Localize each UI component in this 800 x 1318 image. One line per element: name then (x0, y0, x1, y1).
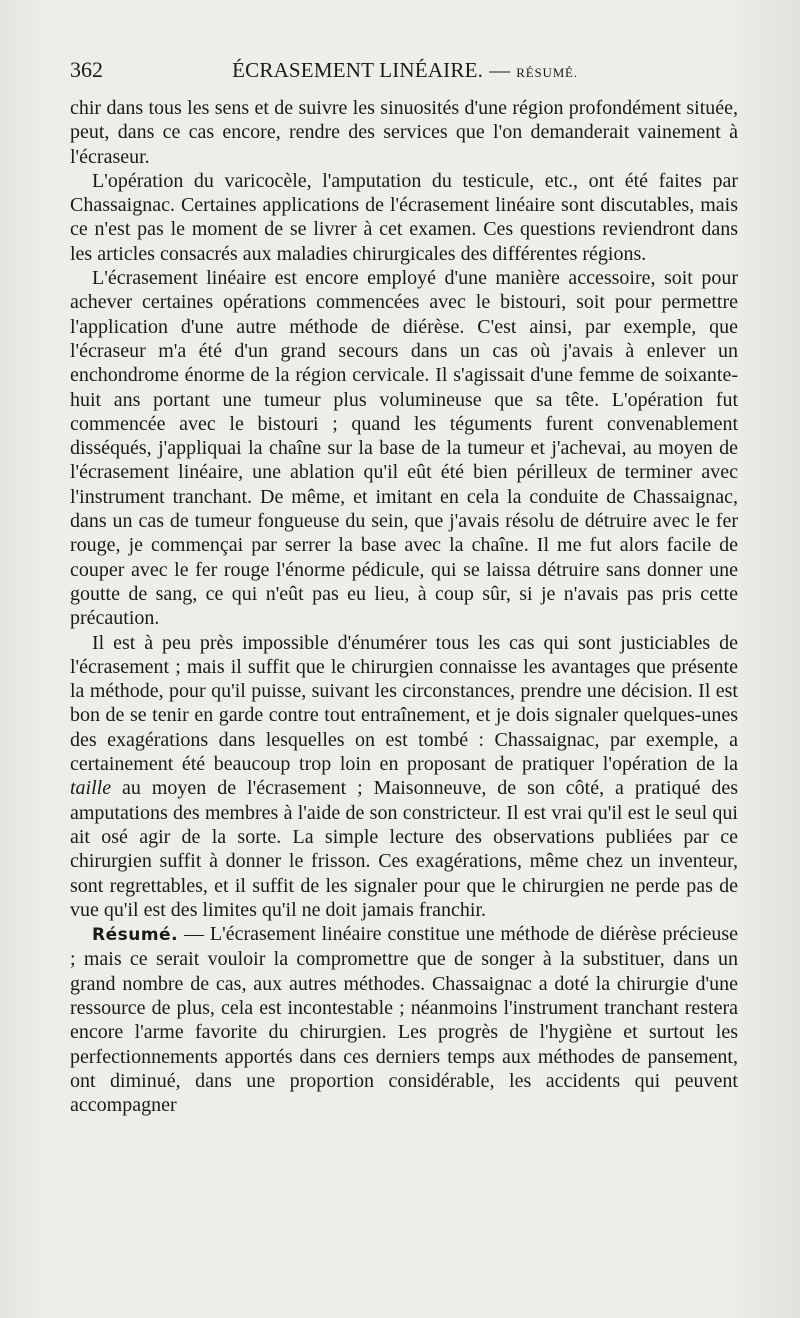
paragraph-exaggerations-part2: au moyen de l'écrasement ; Maisonneuve, de son côté, a pratiqué des amputations des membres à l'aide de son constricteur. Il est vrai qu'il est le seul qui ait osé agir de la sorte. La simple lecture des observations publiées par ce chirurgien suffit à donner le frisson. Ces exagérations, même chez un inventeur, sont regrettables, et il suffit de les signaler pour que le chirurgien ne perde pas de vue qu'il est des limites qu'il ne doit jamais franchir. (70, 777, 738, 921)
body-text (70, 96, 738, 1117)
chapter-title: ÉCRASEMENT LINÉAIRE. (232, 58, 484, 82)
section-subtitle: RÉSUMÉ. (516, 65, 578, 80)
resume-dash: — (183, 923, 204, 946)
italic-word-taille: taille (70, 777, 112, 800)
paragraph-exaggerations (70, 631, 738, 923)
title-separator: — (489, 58, 511, 82)
resume-heading: Résumé. (92, 925, 179, 946)
page-number: 362 (70, 57, 103, 82)
paragraph-varicocele: L'opération du varicocèle, l'amputation du testicule, etc., ont été faites par Chassaignac. Certaines applications de l'écrasement linéaire sont discutables, mais ce n'est pas le moment de se livrer à cet examen. Ces questions reviendront dans les articles consacrés aux maladies chirurgicales des différentes régions. (70, 169, 738, 265)
paragraph-exaggerations-part1: Il est à peu près impossible d'énumérer tous les cas qui sont justiciables de l'écrasement ; mais il suffit que le chirurgien connaisse les avantages que présente la méthode, pour qu'il puisse, suivant les circonstances, prendre une décision. Il est bon de se tenir en garde contre tout entraînement, et je dois signaler quelques-unes des exagérations dans lesquelles on est tombé : Chassaignac, par exemple, a certainement été beaucoup trop loin en proposant de pratiquer l'opération de la (70, 631, 738, 776)
resume-text: L'écrasement linéaire constitue une méthode de diérèse précieuse ; mais ce serait vouloir la compromettre que de songer à la substituer, dans un grand nombre de cas, aux autres méthodes. Chassaignac a doté la chirurgie d'une ressource de plus, cela est incontestable ; néanmoins l'instrument tranchant restera encore l'arme favorite du chirurgien. Les progrès de l'hygiène et surtout les perfectionnements apportés dans ces derniers temps aux méthodes de pansement, ont diminué, dans une proportion considérable, les accidents qui peuvent accompagner (70, 923, 738, 1117)
paragraph-accessory-use: L'écrasement linéaire est encore employé d'une manière accessoire, soit pour achever certaines opérations commencées avec le bistouri, soit pour permettre l'application d'une autre méthode de diérèse. C'est ainsi, par exemple, que l'écraseur m'a été d'un grand secours dans un cas où j'avais à enlever un enchondrome énorme de la région cervicale. Il s'agissait d'une femme de soixante-huit ans portant une tumeur plus volumineuse que sa tête. L'opération fut commencée avec le bistouri ; quand les téguments furent convenablement disséqués, j'appliquai la chaîne sur la base de la tumeur et j'achevai, au moyen de l'écrasement linéaire, une ablation qu'il eût été bien périlleux de terminer avec l'instrument tranchant. De même, et imitant en cela la conduite de Chassaignac, dans un cas de tumeur fongueuse du sein, que j'avais résolu de détruire avec le fer rouge, je commençai par serrer la base avec la chaîne. Il me fut alors facile de couper avec le fer rouge l'énorme pédicule, qui se laissa détruire sans donner une goutte de sang, ce qui n'eût pas eu lieu, à coup sûr, si je n'avais pas pris cette précaution. (70, 267, 738, 630)
paragraph-continued: chir dans tous les sens et de suivre les sinuosités d'une région profondément située, peut, dans ce cas encore, rendre des services que l'on demanderait vainement à l'écraseur. (70, 97, 738, 168)
running-head (70, 52, 740, 88)
paragraph-resume (70, 922, 738, 1117)
running-title (70, 52, 740, 91)
